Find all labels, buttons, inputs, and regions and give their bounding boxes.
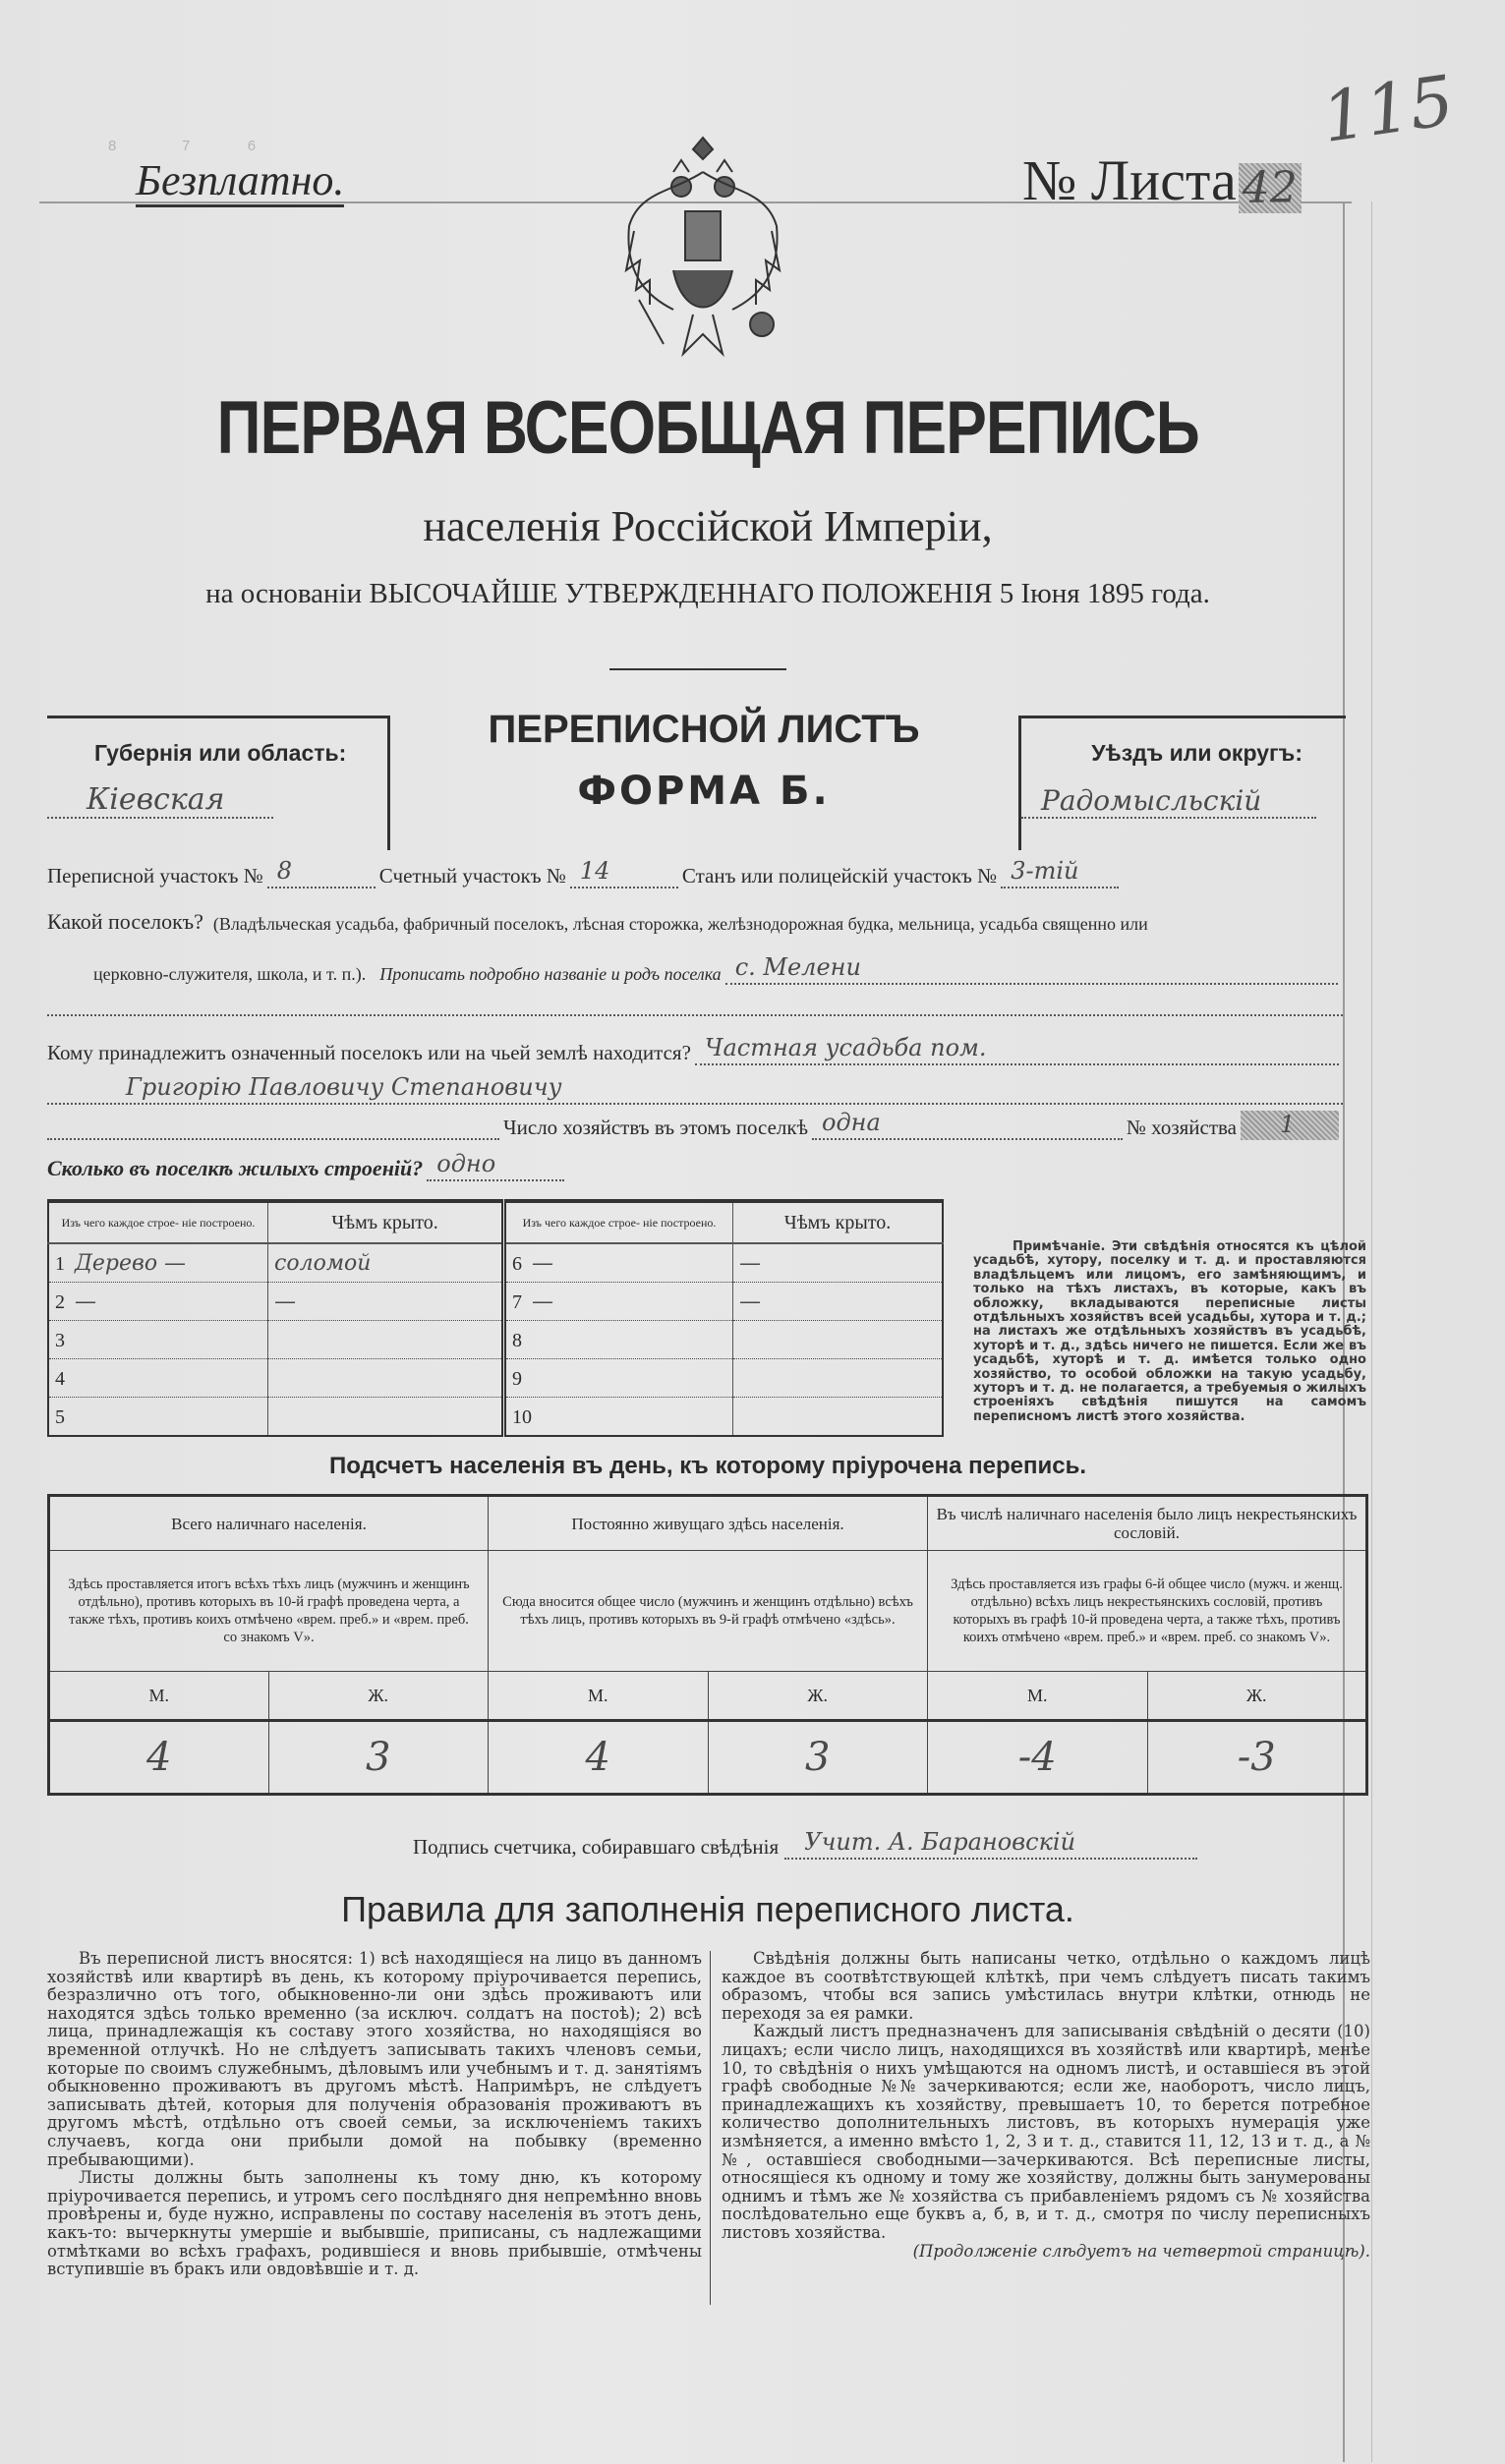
roof-cell[interactable] — [733, 1359, 944, 1398]
dwellings-label: Сколько въ поселкѣ жилыхъ строеній? — [47, 1156, 424, 1180]
district-value: Радомысльскій — [1041, 784, 1262, 817]
female-count[interactable]: 3 — [268, 1721, 489, 1795]
roof-cell[interactable] — [733, 1321, 944, 1359]
census-section-label: Переписной участокъ № — [47, 864, 263, 888]
table-row — [48, 1359, 943, 1398]
table-row — [48, 1283, 943, 1321]
rules-paragraph: Каждый листъ предназначенъ для записыванія свѣдѣній о десяти (10) лицахъ; если число лицъ, находящихся въ хозяйствѣ или квартирѣ, менѣе 10, то свѣдѣнія о нихъ умѣщаются на одномъ листѣ, и оставшіеся въ этой графѣ свободные №№ зачеркиваются; если же, наоборотъ, число лицъ, принадлежащихъ къ хозяйству, превышаетъ 10, то берется потребное количество дополнительныхъ листовъ, въ которыхъ нумерація уже измѣняется, а именно вмѣсто 1, 2, 3 и т. д., ставится 11, 12, 13 и т. д., а №№, оставшіеся свободными—зачеркиваются. Всѣ переписные листы, относящіеся къ одному и тому же хозяйству, должны быть занумерованы однимъ и тѣмъ же № хозяйства съ прибавленіемъ рядомъ съ № хозяйства послѣдовательно еще буквъ а, б, в, и т. д., смотря по числу переписныхъ листовъ хозяйства. — [722, 2022, 1370, 2242]
material-cell[interactable] — [48, 1359, 268, 1398]
roof-value: соломой — [274, 1250, 372, 1276]
col-roof-header: Чѣмъ крыто. — [268, 1201, 504, 1243]
note-text: Эти свѣдѣнія относятся къ цѣлой усадьбѣ, хутору, поселку и т. д. и проставляются владѣльцемъ или лицомъ, его замѣняющимъ, и только на тѣхъ листахъ, въ которые, какъ въ обложку, вкладываются переписные листы отдѣльныхъ хозяйствъ всей усадьбы, хутора и т. д.; на листахъ же отдѣльныхъ хозяйствъ въ усадьбѣ, хуторѣ и т. д., здѣсь ничего не пишется. Если же въ усадьбѣ, хуторѣ и т. д. имѣется только одно хозяйство, то особой обложки на такую усадьбу, хуторъ и т. д. не полагается, а требуемыя о жилыхъ строеніяхъ свѣдѣнія пишутся на самомъ переписномъ листѣ этого хозяйства. — [973, 1239, 1366, 1424]
sheet-number-label: № Листа — [1022, 148, 1237, 212]
table-row — [48, 1321, 943, 1359]
material-cell[interactable] — [48, 1283, 268, 1321]
main-title-text: ПЕРВАЯ ВСЕОБЩАЯ ПЕРЕПИСЬ — [216, 386, 1199, 470]
roof-cell[interactable] — [733, 1243, 944, 1283]
population-column-description: Здѣсь проставляется итогъ всѣхъ тѣхъ лицъ (мужчинъ и женщинъ отдѣльно), противъ которыхъ въ 10-й графѣ проведена черта, а также тѣхъ, противъ коихъ отмѣчено «врем. преб.» и «врем. преб. со знакомъ V». — [49, 1551, 489, 1672]
male-count[interactable]: -4 — [928, 1721, 1148, 1795]
material-cell[interactable] — [504, 1398, 733, 1437]
main-title — [0, 385, 1416, 471]
material-cell[interactable] — [48, 1321, 268, 1359]
roof-cell[interactable] — [268, 1398, 504, 1437]
female-label: Ж. — [708, 1672, 928, 1721]
male-label: М. — [489, 1672, 709, 1721]
households-field[interactable] — [812, 1109, 1123, 1140]
female-label: Ж. — [268, 1672, 489, 1721]
dwellings-row — [47, 1150, 568, 1181]
male-label: М. — [928, 1672, 1148, 1721]
dwellings-value: одно — [436, 1150, 496, 1177]
col-material-header: Изъ чего каждое строе- ніе построено. — [48, 1201, 268, 1243]
households-value: одна — [822, 1109, 881, 1136]
roof-cell[interactable] — [268, 1359, 504, 1398]
row-number: 6 — [512, 1252, 522, 1275]
row-number: 9 — [512, 1367, 522, 1390]
population-column-description: Сюда вносится общее число (мужчинъ и женщинъ отдѣльно) всѣхъ тѣхъ лицъ, противъ которыхъ въ 9-й графѣ отмѣчено «здѣсь». — [489, 1551, 928, 1672]
form-title: ПЕРЕПИСНОЙ ЛИСТЪ — [488, 708, 920, 751]
owner-value-1: Частная усадьба пом. — [704, 1034, 987, 1061]
census-section-value: 8 — [276, 857, 293, 885]
roof-value: — — [274, 1289, 296, 1314]
province-label: Губернія или область: — [94, 740, 347, 766]
basis-line: на основаніи ВЫСОЧАЙШЕ УТВЕРЖДЕННАГО ПОЛОЖЕНІЯ 5 Іюня 1895 года. — [205, 578, 1210, 609]
roof-cell[interactable] — [268, 1243, 504, 1283]
row-number: 10 — [512, 1405, 532, 1428]
census-section-field[interactable] — [267, 857, 376, 888]
settlement-hint-1: (Владѣльческая усадьба, фабричный поселокъ, лѣсная сторожка, желѣзнодорожная будка, мельница, усадьба священно или — [212, 914, 1148, 934]
settlement-hint-2: церковно-служителя, школа, и т. п.). — [93, 964, 367, 984]
roof-value: — — [739, 1289, 761, 1314]
population-column-description: Здѣсь проставляется изъ графы 6-й общее число (мужч. и женщ. отдѣльно) всѣхъ лицъ некрестьянскихъ сословій, противъ которыхъ въ графѣ 10-й проведена черта, а также тѣхъ, противъ коихъ отмѣчено «врем. преб.» и «врем. преб. со знакомъ V». — [928, 1551, 1367, 1672]
subtitle: населенія Россійской Имперіи, — [423, 502, 993, 550]
material-cell[interactable] — [504, 1321, 733, 1359]
population-heading: Подсчетъ населенія въ день, къ которому пріурочена перепись. — [329, 1453, 1086, 1479]
settlement-field[interactable] — [725, 953, 1338, 985]
material-value: — — [75, 1289, 96, 1314]
female-count[interactable]: -3 — [1147, 1721, 1367, 1795]
form-name: ФОРМА Б. — [577, 769, 831, 814]
note-title: Примѣчаніе. — [1013, 1239, 1106, 1254]
material-cell[interactable] — [48, 1398, 268, 1437]
households-spacer — [47, 1109, 499, 1140]
row-number: 2 — [55, 1290, 65, 1313]
signature-label: Подпись счетчика, собиравшаго свѣдѣнія — [413, 1835, 780, 1859]
household-no-value: 1 — [1280, 1111, 1296, 1138]
population-column-title: Постоянно живущаго здѣсь населенія. — [489, 1496, 928, 1551]
male-count[interactable]: 4 — [489, 1721, 709, 1795]
province-value: Кіевская — [87, 782, 225, 817]
material-cell[interactable] — [504, 1359, 733, 1398]
district-label: Уѣздъ или округъ: — [1091, 740, 1302, 766]
settlement-label: Какой поселокъ? — [47, 909, 203, 934]
population-column-title: Всего наличнаго населенія. — [49, 1496, 489, 1551]
row-number: 7 — [512, 1290, 522, 1313]
material-value: Дерево — — [75, 1250, 187, 1276]
row-number: 8 — [512, 1329, 522, 1351]
settlement-value: с. Мелени — [734, 953, 861, 981]
roof-value: — — [739, 1250, 761, 1276]
free-label: Безплатно. — [136, 157, 344, 207]
row-number: 1 — [55, 1252, 65, 1275]
buildings-table — [47, 1199, 944, 1437]
row-number: 4 — [55, 1367, 65, 1390]
rules-left-column — [47, 1950, 702, 2279]
owner-row — [47, 1034, 1343, 1065]
owner-field-2[interactable] — [47, 1073, 1343, 1105]
roof-cell[interactable] — [733, 1283, 944, 1321]
settlement-extra-line — [47, 1014, 1343, 1016]
material-cell[interactable] — [504, 1283, 733, 1321]
col-material-header-2: Изъ чего каждое строе- ніе построено. — [504, 1201, 733, 1243]
roof-cell[interactable] — [268, 1283, 504, 1321]
column-divider — [710, 1951, 711, 2305]
male-label: М. — [49, 1672, 269, 1721]
sheet-number-value: 42 — [1239, 163, 1302, 213]
rules-right-column — [722, 1950, 1370, 2261]
rules-continued: (Продолженіе слѣдуетъ на четвертой страницѣ). — [912, 2241, 1370, 2261]
population-column-title: Въ числѣ наличнаго населенія было лицъ некрестьянскихъ сословій. — [928, 1496, 1367, 1551]
population-table — [47, 1494, 1368, 1796]
sections-row — [47, 857, 1367, 888]
female-label: Ж. — [1147, 1672, 1367, 1721]
bleed-through-text: 8 7 6 — [108, 138, 257, 154]
material-value: — — [532, 1289, 553, 1314]
count-section-label: Счетный участокъ № — [378, 864, 566, 888]
settlement-row-1 — [47, 909, 1367, 935]
police-section-field[interactable] — [1001, 857, 1119, 888]
imperial-eagle-emblem — [614, 133, 791, 369]
row-number: 5 — [55, 1405, 65, 1428]
households-row — [47, 1109, 1343, 1140]
police-section-label: Станъ или полицейскій участокъ № — [681, 864, 998, 888]
household-no-label: № хозяйства — [1126, 1116, 1237, 1139]
sheet-number — [1022, 147, 1302, 213]
roof-cell[interactable] — [268, 1321, 504, 1359]
rules-paragraph: Въ переписной листъ вносятся: 1) всѣ находящіеся на лицо въ данномъ хозяйствѣ или квартирѣ въ день, къ которому пріурочивается перепись, безразлично отъ того, обыкновенно-ли они здѣсь проживаютъ или находятся здѣсь только временно (за исключ. солдатъ на постоѣ); 2) всѣ лица, принадлежащія къ составу этого хозяйства, но находящіяся во временной отлучкѣ. Но не слѣдуетъ записывать такихъ членовъ семьи, которые по своимъ служебнымъ, дѣловымъ или учебнымъ и т. д. занятіямъ обыкновенно проживаютъ въ другомъ мѣстѣ. Напримѣръ, не слѣдуетъ записывать дѣтей, которыя для полученія образованія проживаютъ въ другомъ мѣстѣ, отдѣльно отъ своей семьи, за исключеніемъ такихъ случаевъ, когда они прибыли домой на побывку (временно пребывающими). — [47, 1949, 702, 2169]
owner-label: Кому принадлежитъ означенный поселокъ или на чьей землѣ находится? — [47, 1041, 691, 1064]
signature-row — [413, 1828, 1197, 1860]
table-row — [48, 1243, 943, 1283]
province-box — [47, 716, 390, 850]
household-no-field[interactable] — [1241, 1111, 1339, 1140]
rules-paragraph: Листы должны быть заполнены къ тому дню, къ которому пріурочивается перепись, и утромъ сего послѣдняго дня непремѣнно вновь провѣрены и, буде нужно, исправлены по составу населенія въ этотъ день, какъ-то: вычеркнуты умершіе и выбывшіе, приписаны, съ надлежащими отмѣтками во всѣхъ графахъ, родившіеся и вновь прибывшіе, отмѣчены вступившіе въ бракъ или овдовѣвшіе и т. д. — [47, 2168, 702, 2279]
row-number: 3 — [55, 1329, 65, 1351]
material-cell[interactable] — [48, 1243, 268, 1283]
signature-field[interactable] — [784, 1828, 1197, 1860]
col-roof-header-2: Чѣмъ крыто. — [733, 1201, 944, 1243]
material-value: — — [532, 1250, 553, 1276]
table-row — [48, 1398, 943, 1437]
households-label: Число хозяйствъ въ этомъ поселкѣ — [503, 1116, 808, 1139]
note-block — [973, 1240, 1366, 1424]
dwellings-field[interactable] — [427, 1150, 564, 1181]
archive-page-number: 115 — [1316, 60, 1459, 158]
divider — [609, 668, 786, 670]
male-count[interactable]: 4 — [49, 1721, 269, 1795]
owner-value-2: Григорію Павловичу Степановичу — [126, 1073, 562, 1101]
police-section-value: 3-тій — [1011, 857, 1079, 885]
province-field — [47, 782, 273, 819]
rules-paragraph: Свѣдѣнія должны быть написаны четко, отдѣльно о каждомъ лицѣ каждое въ соотвѣтствующей клѣткѣ, при чемъ слѣдуетъ писать такимъ образомъ, чтобы вся запись умѣстилась внутри клѣтки, отнюдь не переходя за ея рамки. — [722, 1949, 1370, 2023]
district-field — [1021, 784, 1316, 819]
settlement-instruction: Прописать подробно названіе и родъ поселка — [379, 964, 722, 984]
owner-field[interactable] — [695, 1034, 1339, 1065]
count-section-field[interactable] — [570, 857, 678, 888]
rules-title: Правила для заполненія переписного листа. — [341, 1889, 1074, 1929]
district-box — [1018, 716, 1346, 850]
count-section-value: 14 — [579, 857, 610, 885]
signature-value: Учит. А. Барановскій — [804, 1828, 1076, 1856]
roof-cell[interactable] — [733, 1398, 944, 1437]
settlement-row-2 — [93, 953, 1342, 985]
material-cell[interactable] — [504, 1243, 733, 1283]
female-count[interactable]: 3 — [708, 1721, 928, 1795]
